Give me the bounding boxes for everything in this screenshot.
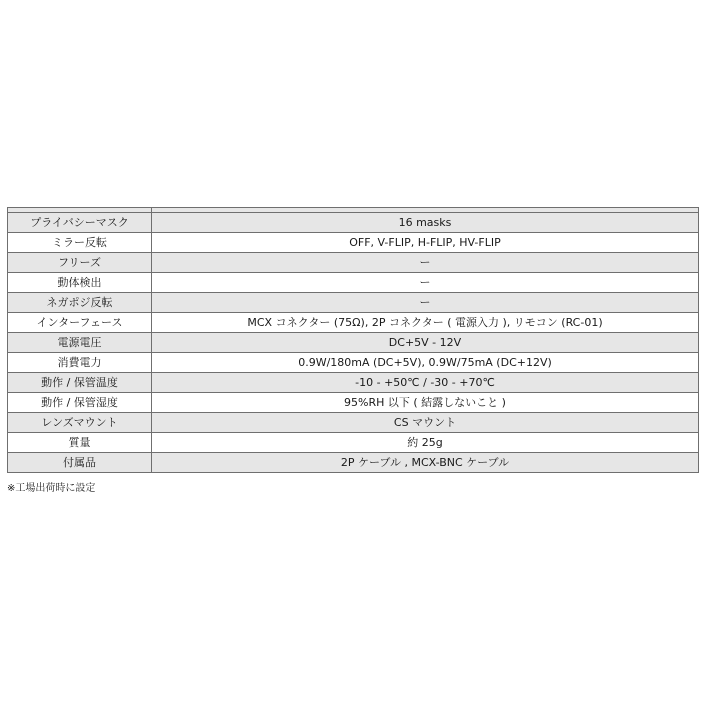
table-row — [8, 433, 699, 453]
spec-key: レンズマウント — [8, 413, 152, 433]
table-row — [8, 413, 699, 433]
table-row — [8, 293, 699, 313]
spec-value: ー — [152, 273, 699, 293]
spec-value: 約 25g — [152, 433, 699, 453]
table-row — [8, 233, 699, 253]
spec-value: ー — [152, 253, 699, 273]
spec-value: 95%RH 以下 ( 結露しないこと ) — [152, 393, 699, 413]
spec-key: 動体検出 — [8, 273, 152, 293]
spec-value: DC+5V - 12V — [152, 333, 699, 353]
spec-table — [7, 207, 699, 473]
table-row — [8, 453, 699, 473]
table-row — [8, 373, 699, 393]
spec-key: フリーズ — [8, 253, 152, 273]
spec-value: -10 - +50℃ / -30 - +70℃ — [152, 373, 699, 393]
spec-key: 付属品 — [8, 453, 152, 473]
spec-value: 0.9W/180mA (DC+5V), 0.9W/75mA (DC+12V) — [152, 353, 699, 373]
spec-key: プライバシーマスク — [8, 213, 152, 233]
spec-key: ミラー反転 — [8, 233, 152, 253]
spec-value: OFF, V-FLIP, H-FLIP, HV-FLIP — [152, 233, 699, 253]
spec-key: 動作 / 保管温度 — [8, 373, 152, 393]
spec-value: 16 masks — [152, 213, 699, 233]
table-row — [8, 333, 699, 353]
table-row — [8, 353, 699, 373]
table-row — [8, 213, 699, 233]
spec-value: CS マウント — [152, 413, 699, 433]
spec-key: 消費電力 — [8, 353, 152, 373]
spec-value: ー — [152, 293, 699, 313]
spec-key: ネガポジ反転 — [8, 293, 152, 313]
table-row — [8, 273, 699, 293]
table-row — [8, 253, 699, 273]
spec-key: インターフェース — [8, 313, 152, 333]
spec-key: 電源電圧 — [8, 333, 152, 353]
spec-value: MCX コネクター (75Ω), 2P コネクター ( 電源入力 ), リモコン (RC-01) — [152, 313, 699, 333]
spec-key: 質量 — [8, 433, 152, 453]
footnote: ※工場出荷時に設定 — [7, 483, 96, 494]
table-row — [8, 313, 699, 333]
table-row — [8, 393, 699, 413]
spec-key: 動作 / 保管湿度 — [8, 393, 152, 413]
spec-value: 2P ケーブル , MCX-BNC ケーブル — [152, 453, 699, 473]
